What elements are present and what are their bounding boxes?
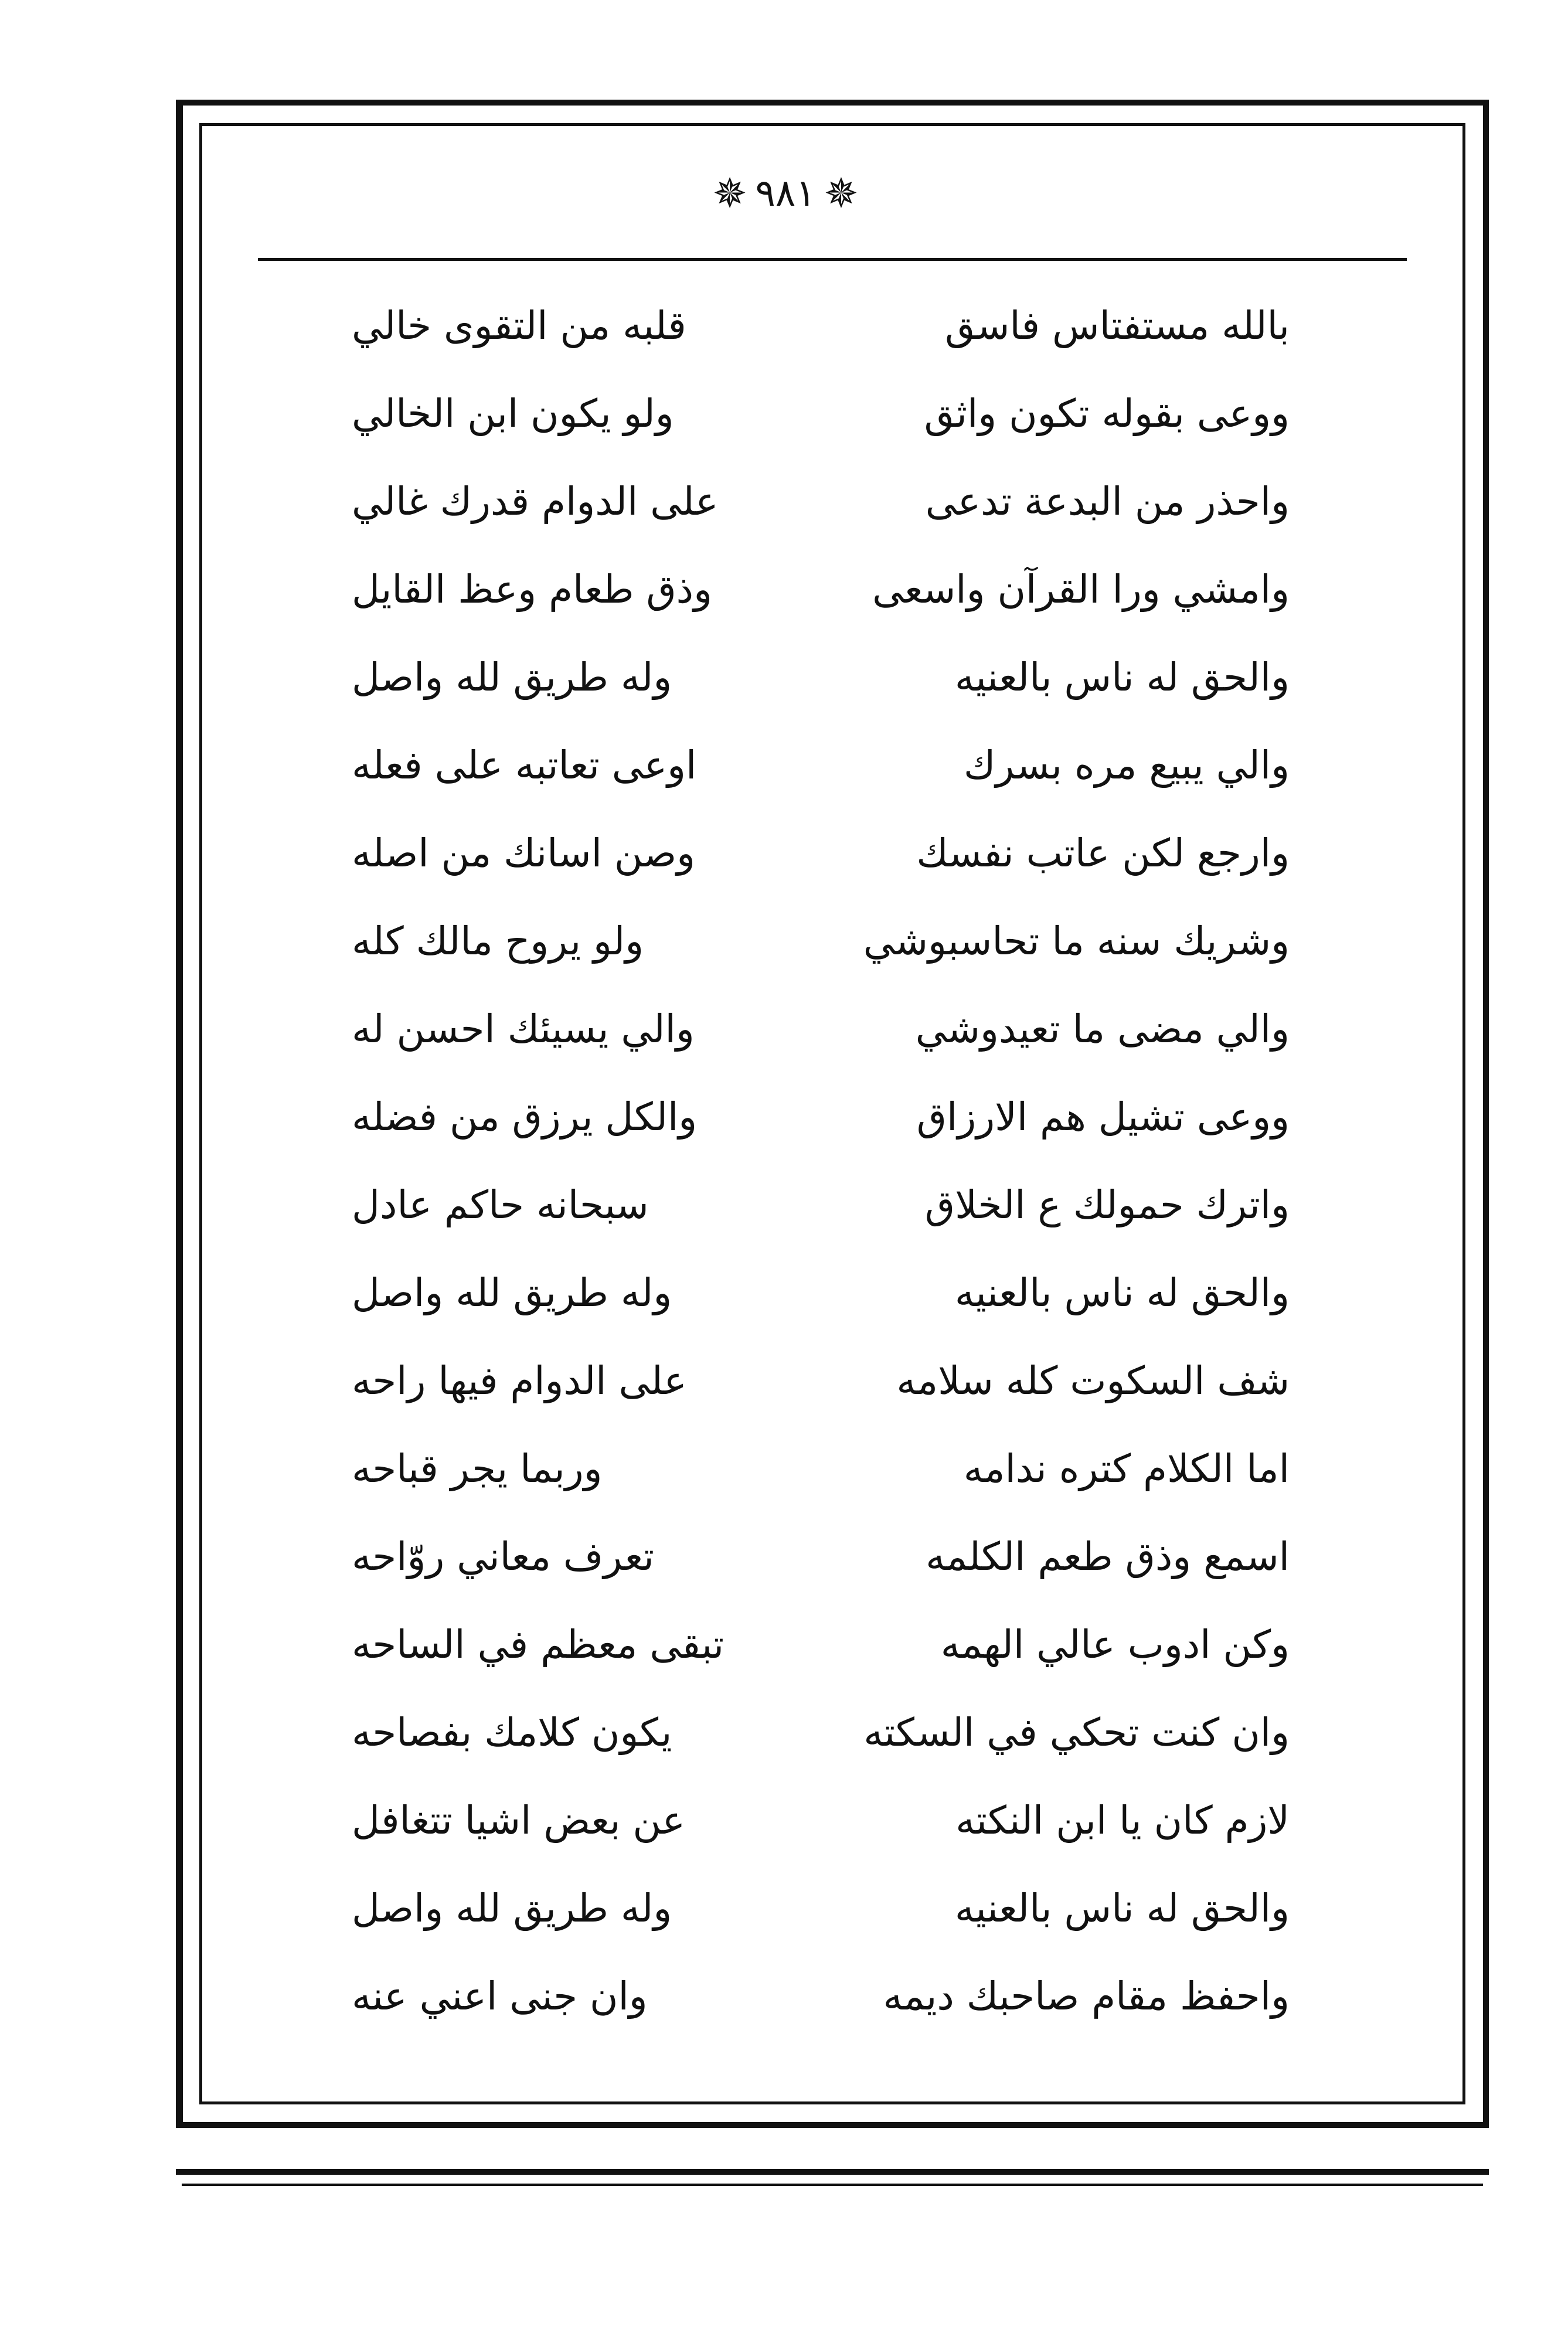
verse [352, 369, 1290, 457]
first-hemistich: والي يبيع مره بسرك [963, 742, 1290, 788]
second-hemistich: تعرف معاني روّاحه [352, 1533, 654, 1579]
verse [352, 985, 1290, 1073]
second-hemistich: وان جنى اعني عنه [352, 1973, 648, 2019]
second-hemistich: على الدوام فيها راحه [352, 1358, 687, 1403]
second-hemistich: وربما يجر قباحه [352, 1446, 603, 1491]
header-divider [258, 258, 1407, 261]
verse [352, 1864, 1290, 1952]
second-hemistich: عن بعض اشيا تتغافل [352, 1797, 686, 1843]
first-hemistich: شف السكوت كله سلامه [896, 1358, 1290, 1403]
second-hemistich: على الدوام قدرك غالي [352, 478, 719, 524]
first-hemistich: والحق له ناس بالعنيه [954, 654, 1290, 700]
verse [352, 1688, 1290, 1776]
first-hemistich: واحذر من البدعة تدعى [925, 478, 1290, 524]
poem-body [352, 281, 1290, 2128]
second-hemistich: قلبه من التقوى خالي [352, 302, 686, 348]
first-hemistich: اما الكلام كتره ندامه [963, 1446, 1290, 1491]
second-hemistich: يكون كلامك بفصاحه [352, 1709, 672, 1755]
verse [352, 545, 1290, 633]
first-hemistich: لازم كان يا ابن النكته [955, 1797, 1290, 1843]
first-hemistich: والحق له ناس بالعنيه [954, 1270, 1290, 1315]
first-hemistich: وارجع لكن عاتب نفسك [916, 830, 1290, 876]
verse [352, 1776, 1290, 1864]
verse [352, 809, 1290, 897]
second-hemistich: والكل يرزق من فضله [352, 1094, 698, 1140]
bottom-rule-thin [182, 2184, 1483, 2186]
second-hemistich: وله طريق لله واصل [352, 1885, 672, 1931]
first-hemistich: والي مضى ما تعيدوشي [915, 1006, 1290, 1052]
first-hemistich: ووعى بقوله تكون واثق [924, 390, 1290, 436]
verse [352, 1952, 1290, 2040]
second-hemistich: ولو يروح مالك كله [352, 918, 644, 964]
bottom-rule-thick [176, 2169, 1489, 2175]
right-ornament-icon: ✵ [712, 169, 747, 217]
first-hemistich: اسمع وذق طعم الكلمه [926, 1533, 1290, 1579]
first-hemistich: واترك حمولك ع الخلاق [924, 1182, 1290, 1227]
first-hemistich: وامشي ورا القرآن واسعى [872, 566, 1290, 612]
second-hemistich: تبقى معظم في الساحه [352, 1621, 725, 1667]
second-hemistich: وله طريق لله واصل [352, 1270, 672, 1315]
verse [352, 1161, 1290, 1249]
verse [352, 721, 1290, 809]
verse [352, 457, 1290, 545]
second-hemistich: سبحانه حاكم عادل [352, 1182, 649, 1227]
first-hemistich: وشريك سنه ما تحاسبوشي [863, 918, 1290, 964]
second-hemistich: وذق طعام وعظ القايل [352, 566, 712, 612]
second-hemistich: ولو يكون ابن الخالي [352, 390, 674, 436]
first-hemistich: وان كنت تحكي في السكته [863, 1709, 1290, 1755]
first-hemistich: والحق له ناس بالعنيه [954, 1885, 1290, 1931]
verse [352, 1337, 1290, 1424]
first-hemistich: وكن ادوب عالي الهمه [940, 1621, 1290, 1667]
verse [352, 281, 1290, 369]
second-hemistich: اوعى تعاتبه على فعله [352, 742, 697, 788]
left-ornament-icon: ✵ [824, 169, 859, 217]
page-number: ٩٨١ [755, 172, 816, 215]
page-number-header [686, 158, 885, 229]
second-hemistich: وله طريق لله واصل [352, 654, 672, 700]
verse [352, 1512, 1290, 1600]
verse [352, 897, 1290, 985]
verse [352, 633, 1290, 721]
first-hemistich: واحفظ مقام صاحبك ديمه [883, 1973, 1290, 2019]
first-hemistich: بالله مستفتاس فاسق [945, 302, 1290, 348]
first-hemistich: ووعى تشيل هم الارزاق [916, 1094, 1290, 1140]
second-hemistich: وصن اسانك من اصله [352, 830, 696, 876]
verse [352, 1424, 1290, 1512]
verse [352, 1073, 1290, 1161]
verse [352, 1600, 1290, 1688]
second-hemistich: والي يسيئك احسن له [352, 1006, 695, 1052]
verse [352, 1249, 1290, 1337]
